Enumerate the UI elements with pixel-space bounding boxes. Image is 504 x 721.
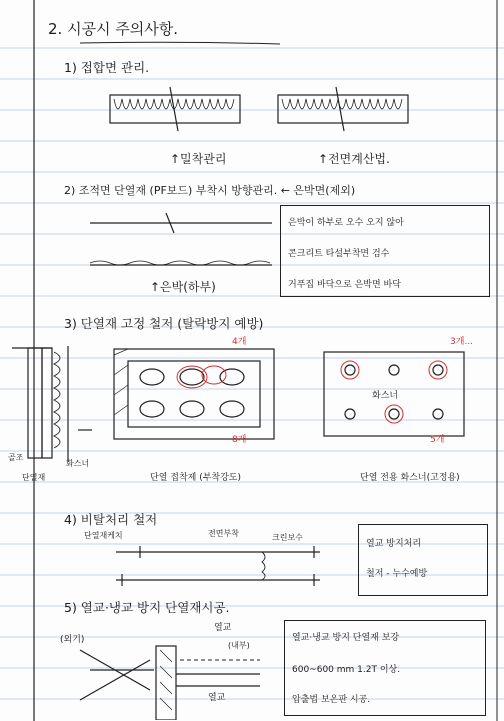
section-1-label-right: ↑전면계산법. xyxy=(318,152,390,166)
section-1-label-left: ↑밀착관리 xyxy=(170,152,227,166)
section-3-side-label-3: 단열재 xyxy=(22,473,46,482)
section-2-note-1: 은박이 하부로 오수 오지 않아 xyxy=(288,218,404,228)
section-4-label-2: 전면부착 xyxy=(208,529,239,538)
section-3-side-label-2: 화스너 xyxy=(66,459,90,468)
section-3-left-count-bottom: 8개 xyxy=(232,435,247,445)
section-3-heading: 3) 단열재 고정 철저 (탈락방지 예방) xyxy=(64,316,264,331)
section-3-caption-right: 단열 전용 화스너(고정용) xyxy=(360,473,460,483)
section-5-note-3: 압출법 보온판 시공. xyxy=(292,695,371,705)
section-3-right-count-bottom: 5개 xyxy=(430,435,445,445)
section-5-diagram xyxy=(60,640,270,720)
section-3-side-label-1: 골조 xyxy=(8,453,24,462)
section-4-label-3: 크린보수 xyxy=(272,533,303,542)
section-4-label-1: 단열재케치 xyxy=(84,531,123,540)
section-1-diagram xyxy=(100,85,420,145)
section-1-heading: 1) 접합면 관리. xyxy=(64,60,150,75)
section-5-top-sub: (내부) xyxy=(228,641,250,650)
page-title: 2. 시공시 주의사항. xyxy=(48,20,179,38)
section-4-note-1: 열교 방지처리 xyxy=(366,539,422,549)
section-5-left-label: (외기) xyxy=(60,635,85,645)
section-4-heading: 4) 비탈처리 철저 xyxy=(64,512,158,527)
section-5-note-1: 열교·냉교 방지 단열재 보강 xyxy=(292,633,400,643)
section-5-note-2: 600~600 mm 1.2T 이상. xyxy=(292,665,401,675)
section-2-label-bottom: ↑은박(하부) xyxy=(150,280,216,294)
section-2-diagram xyxy=(86,205,276,275)
section-4-notes-box xyxy=(358,524,488,596)
section-4-diagram xyxy=(110,544,330,594)
section-2-note-3: 거푸집 바닥으로 은박면 바닥 xyxy=(288,280,401,290)
section-2-heading: 2) 조적면 단열재 (PF보드) 부착시 방향관리. ← 은박면(제외) xyxy=(64,184,356,197)
section-3-caption-left: 단열 접착제 (부착강도) xyxy=(150,473,241,483)
section-5-top-label: 열교 xyxy=(214,623,232,633)
section-3-left-count: 4개 xyxy=(232,337,247,347)
section-3-right-count: 3개... xyxy=(450,337,474,347)
section-4-note-2: 철저 - 누수예방 xyxy=(366,569,428,579)
section-3-adhesive-diagram xyxy=(110,345,280,445)
section-5-heading: 5) 열교·냉교 방지 단열재시공. xyxy=(64,600,230,615)
section-5-bottom-label: 열교 xyxy=(208,693,226,703)
section-3-right-label: 화스너 xyxy=(372,391,399,401)
title-underline xyxy=(80,40,280,46)
section-2-note-2: 콘크리트 타설부착면 검수 xyxy=(288,249,390,259)
